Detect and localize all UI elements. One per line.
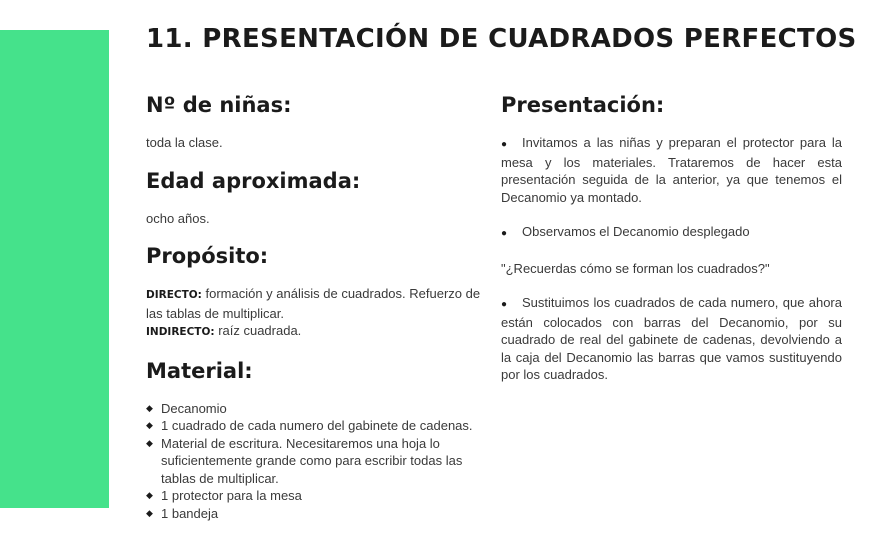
- directo-text: formación y análisis de cuadrados. Refuerzo de las tablas de multiplicar.: [146, 286, 481, 321]
- diamond-bullet-icon: ◆: [146, 402, 153, 413]
- presentacion-quote: "¿Recuerdas cómo se forman los cuadrados?": [501, 260, 770, 276]
- circle-bullet-icon: ●: [501, 139, 508, 150]
- directo-label: DIRECTO:: [146, 289, 202, 301]
- proposito-directo: [146, 285, 484, 322]
- diamond-bullet-icon: ◆: [146, 507, 153, 518]
- material-heading: Material:: [146, 358, 253, 383]
- presentacion-paragraph-1: ● Invitamos a las niñas y preparan el protector para la mesa y los materiales. Trataremos de hacer esta presentación seguida de la anterior, ya que tenemos el Decanomio ya montado.: [501, 135, 842, 205]
- list-item: ◆ Decanomio: [146, 400, 227, 416]
- ninas-text: toda la clase.: [146, 135, 223, 150]
- left-column: [146, 90, 484, 522]
- list-item: ◆ 1 cuadrado de cada numero del gabinete de cadenas.: [146, 418, 473, 433]
- presentacion-paragraph-4: ● Sustituimos los cuadrados de cada numero, que ahora están colocados con barras del Decanomio, por su cuadrado de real del gabinete de cadenas, devolviendo a la caja del Decanomio las barras que vamos sustituyendo por los cuadrados.: [501, 295, 842, 382]
- edad-heading: Edad aproximada:: [146, 168, 361, 193]
- proposito-heading: Propósito:: [146, 244, 269, 268]
- diamond-bullet-icon: ◆: [146, 420, 153, 430]
- material-list: [146, 400, 484, 523]
- circle-bullet-icon: ●: [501, 299, 508, 310]
- right-column: [501, 90, 842, 384]
- indirecto-label: INDIRECTO:: [146, 326, 215, 338]
- presentacion-heading: Presentación:: [501, 93, 665, 117]
- indirecto-text: raíz cuadrada.: [214, 323, 302, 338]
- list-item: ◆ 1 protector para la mesa: [146, 488, 302, 503]
- proposito-indirecto: [146, 322, 484, 342]
- page-title: 11. PRESENTACIÓN DE CUADRADOS PERFECTOS: [146, 24, 857, 54]
- circle-bullet-icon: ●: [501, 228, 508, 239]
- presentacion-paragraph-2: ● Observamos el Decanomio desplegado: [501, 223, 842, 243]
- edad-text: ocho años.: [146, 210, 210, 226]
- ninas-heading: Nº de niñas:: [146, 93, 292, 117]
- diamond-bullet-icon: ◆: [146, 490, 153, 500]
- diamond-bullet-icon: ◆: [146, 437, 153, 448]
- list-item: ◆ 1 bandeja: [146, 505, 219, 521]
- accent-bar: [0, 30, 109, 508]
- list-item: ◆ Material de escritura. Necesitaremos una hoja lo suficientemente grande como para escribir todas las tablas de multiplicar.: [146, 435, 463, 486]
